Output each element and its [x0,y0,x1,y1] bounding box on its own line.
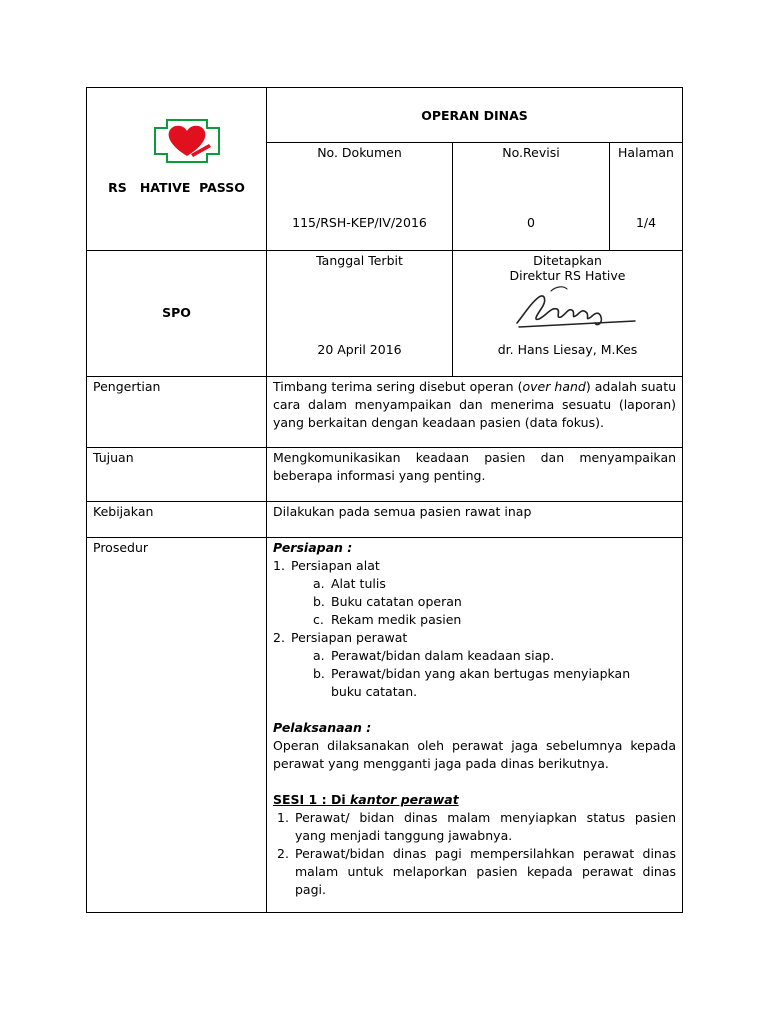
list-item: b. Perawat/bidan yang akan bertugas menyiapkan buku catatan. [313,666,631,699]
sesi1-list [273,809,676,899]
list-item: a. Perawat/bidan dalam keadaan siap. [313,648,555,663]
pelaksanaan-text: Operan dilaksanakan oleh perawat jaga sebelumnya kepada perawat yang mengganti jaga pada dinas berikutnya. [273,738,677,771]
persiapan-list [273,557,676,701]
ditetapkan-label: Ditetapkan [533,253,602,268]
list-item: 1. Persiapan alat a. Alat tulis b. Buku catatan operan c. Rekam medik pasien [273,557,676,629]
signer-name: dr. Hans Liesay, M.Kes [497,342,638,357]
halaman-value: 1/4 [635,215,657,231]
list-item: b. Buku catatan operan [313,594,462,609]
ditetapkan-cell [453,251,683,377]
tanggal-label: Tanggal Terbit [316,253,403,268]
list-item: 1. Perawat/ bidan dinas malam menyiapkan status pasien yang menjadi tanggung jawabnya. [277,810,677,843]
no-dokumen-label: No. Dokumen [317,145,402,161]
no-revisi-value: 0 [527,215,535,231]
tujuan-text-cell [267,448,683,502]
pelaksanaan-heading: Pelaksanaan : [273,720,372,735]
list-item: c. Rekam medik pasien [313,612,462,627]
kebijakan-label-cell [87,502,267,538]
kebijakan-text: Dilakukan pada semua pasien rawat inap [273,504,532,519]
list-item: a. Alat tulis [313,576,386,591]
halaman-cell [610,143,683,251]
sesi1-heading: SESI 1 : Di kantor perawat [273,792,459,807]
no-revisi-cell [453,143,610,251]
direktur-label: Direktur RS Hative [509,268,626,283]
pengertian-label: Pengertian [93,379,161,394]
kebijakan-label: Kebijakan [93,504,154,519]
pengertian-label-cell [87,377,267,448]
prosedur-text-cell [267,538,683,913]
signature-icon [511,283,641,333]
persiapan-perawat-list [291,647,676,701]
sop-document [86,87,682,913]
document-header-table [86,87,683,913]
kebijakan-text-cell [267,502,683,538]
list-item: 2. Persiapan perawat a. Perawat/bidan dalam keadaan siap. b. Perawat/bidan yang akan bertugas menyiapkan buku catatan. [273,629,676,701]
persiapan-heading: Persiapan : [273,540,353,555]
tanggal-value: 20 April 2016 [317,342,402,357]
prosedur-label: Prosedur [93,540,149,555]
no-dokumen-value: 115/RSH-KEP/IV/2016 [292,215,427,231]
document-title: OPERAN DINAS [267,88,683,143]
tujuan-text: Mengkomunikasikan keadaan pasien dan menyampaikan beberapa informasi yang penting. [273,450,677,483]
persiapan-alat-list [291,575,676,629]
halaman-label: Halaman [618,145,674,161]
spo-cell [87,251,267,377]
spo-label: SPO [162,305,191,320]
hospital-cell [87,88,267,251]
hospital-logo-icon [147,116,227,166]
tujuan-label-cell [87,448,267,502]
pengertian-text-cell [267,377,683,448]
list-item: 2. Perawat/bidan dinas pagi mempersilahkan perawat dinas malam untuk melaporkan pasien kepada perawat dinas pagi. [277,846,677,897]
hospital-name: RS HATIVE PASSO [108,180,245,195]
pengertian-text: Timbang terima sering disebut operan (over hand) adalah suatu cara dalam menyampaikan dan menerima sesuatu (laporan) yang berkaitan dengan keadaan pasien (data fokus). [273,379,677,430]
tujuan-label: Tujuan [93,450,134,465]
no-revisi-label: No.Revisi [502,145,560,161]
prosedur-label-cell [87,538,267,913]
no-dokumen-cell [267,143,453,251]
tanggal-cell [267,251,453,377]
